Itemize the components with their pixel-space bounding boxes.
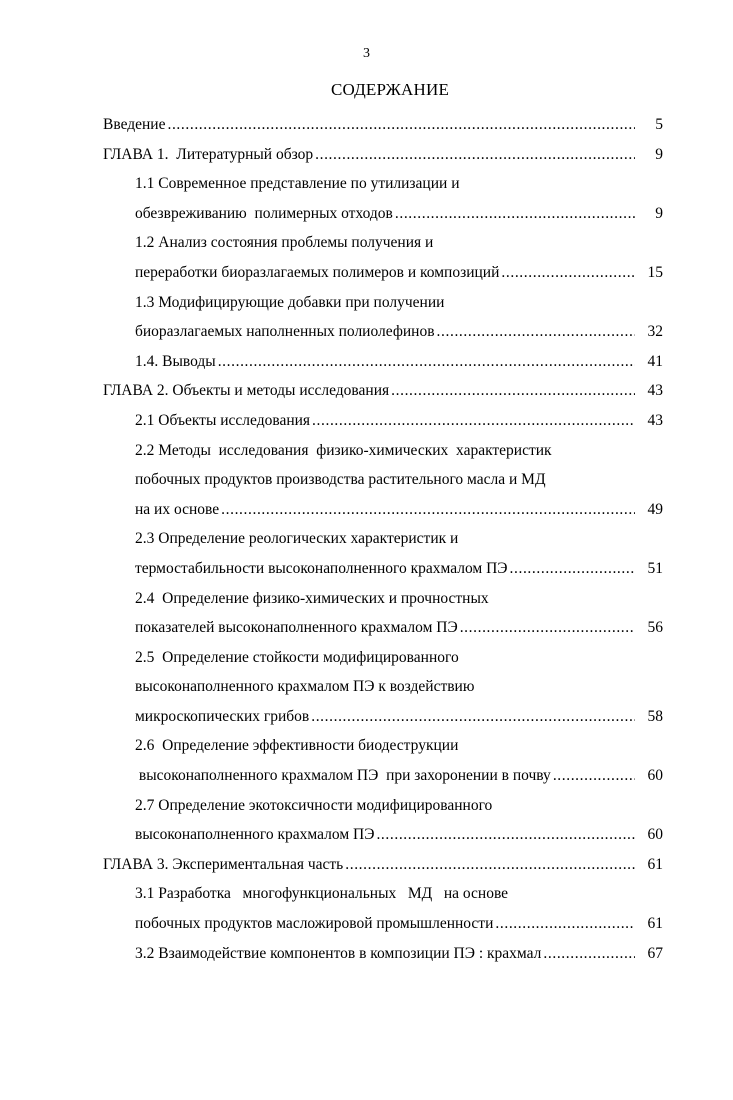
dot-leader: [376, 820, 635, 850]
dot-leader: [218, 347, 635, 377]
toc-entry-page: 67: [647, 944, 663, 962]
toc-entry-page: 51: [647, 559, 663, 577]
toc-entry-continuation: [103, 228, 663, 258]
toc-entry-title: переработки биоразлагаемых полимеров и композиций: [135, 263, 500, 281]
toc-entry: [103, 110, 663, 140]
toc-entry-page: 43: [647, 382, 663, 400]
toc-entry-page: 61: [647, 855, 663, 873]
toc-entry-title: 2.4 Определение физико-химических и прочностных: [135, 589, 489, 607]
toc-entry: [103, 820, 663, 850]
toc-entry-title: высоконаполненного крахмалом ПЭ к воздействию: [135, 678, 475, 696]
toc-entry: [103, 317, 663, 347]
toc-entry-continuation: [103, 672, 663, 702]
dot-leader: [495, 909, 635, 939]
toc-entry-title: термостабильности высоконаполненного крахмалом ПЭ: [135, 559, 508, 577]
toc-entry-page: 61: [647, 915, 663, 933]
toc-entry-continuation: [103, 879, 663, 909]
dot-leader: [391, 376, 635, 406]
toc-entry: [103, 939, 663, 969]
dot-leader: [315, 140, 635, 170]
toc-entry: [103, 495, 663, 525]
toc-entry-title: 3.1 Разработка многофункциональных МД на основе: [135, 885, 509, 903]
dot-leader: [553, 761, 635, 791]
toc-entry-page: 43: [647, 411, 663, 429]
toc-entry-title: микроскопических грибов: [135, 707, 310, 725]
dot-leader: [437, 317, 635, 347]
toc-entry-title: 1.2 Анализ состояния проблемы получения и: [135, 234, 434, 252]
toc-entry: [103, 554, 663, 584]
toc-entry-title: на их основе: [135, 500, 220, 518]
dot-leader: [501, 258, 635, 288]
toc-entry: [103, 761, 663, 791]
toc-entry: [103, 850, 663, 880]
toc-entry-page: 49: [647, 500, 663, 518]
toc-entry-title: 2.5 Определение стойкости модифицированного: [135, 648, 459, 666]
toc-entry-title: побочных продуктов производства растительного масла и МД: [135, 471, 546, 489]
toc-entry-page: 9: [655, 145, 663, 163]
toc-entry-continuation: [103, 731, 663, 761]
toc-entry-continuation: [103, 465, 663, 495]
toc-entry-title: ГЛАВА 3. Экспериментальная часть: [103, 855, 344, 873]
dot-leader: [460, 613, 635, 643]
toc-entry-page: 60: [647, 767, 663, 785]
toc-entry-title: обезвреживанию полимерных отходов: [135, 204, 393, 222]
toc-entry-title: 1.4. Выводы: [135, 352, 216, 370]
toc-entry-page: 32: [647, 323, 663, 341]
toc-entry-continuation: [103, 791, 663, 821]
dot-leader: [510, 554, 635, 584]
toc-entry-title: биоразлагаемых наполненных полиолефинов: [135, 323, 435, 341]
dot-leader: [221, 495, 635, 525]
toc-entry: [103, 347, 663, 377]
toc-entry-continuation: [103, 524, 663, 554]
toc-entry-title: ГЛАВА 2. Объекты и методы исследования: [103, 382, 390, 400]
dot-leader: [543, 939, 635, 969]
toc-entry-page: 58: [647, 707, 663, 725]
dot-leader: [311, 702, 635, 732]
dot-leader: [167, 110, 635, 140]
toc-entry-continuation: [103, 169, 663, 199]
dot-leader: [312, 406, 635, 436]
toc-entry-title: высоконаполненного крахмалом ПЭ при захоронении в почву: [135, 767, 551, 785]
toc-entry-title: показателей высоконаполненного крахмалом ПЭ: [135, 619, 458, 637]
toc-entry-title: 1.3 Модифицирующие добавки при получении: [135, 293, 445, 311]
toc-entry: [103, 613, 663, 643]
toc-title: СОДЕРЖАНИЕ: [330, 80, 450, 99]
toc-entry: [103, 376, 663, 406]
toc-entry-page: 9: [655, 204, 663, 222]
toc-entry: [103, 258, 663, 288]
toc-entry-page: 60: [647, 826, 663, 844]
toc-entry: [103, 199, 663, 229]
toc-entry: [103, 909, 663, 939]
toc-entry-title: 2.1 Объекты исследования: [135, 411, 311, 429]
toc-entry-title: высоконаполненного крахмалом ПЭ: [135, 826, 375, 844]
toc-entry-continuation: [103, 643, 663, 673]
dot-leader: [395, 199, 635, 229]
toc-entry-continuation: [103, 436, 663, 466]
toc-entry-title: 2.3 Определение реологических характеристик и: [135, 530, 459, 548]
toc-entry-title: ГЛАВА 1. Литературный обзор: [103, 145, 314, 163]
toc-entry-page: 41: [647, 352, 663, 370]
table-of-contents: [103, 110, 663, 968]
toc-entry-page: 56: [647, 619, 663, 637]
toc-entry-title: 2.6 Определение эффективности биодеструкции: [135, 737, 459, 755]
toc-entry-title: 3.2 Взаимодействие компонентов в композиции ПЭ : крахмал: [135, 944, 542, 962]
toc-entry-title: Введение: [103, 116, 166, 133]
page-number: 3: [363, 46, 370, 61]
toc-entry-title: 2.7 Определение экотоксичности модифицированного: [135, 796, 493, 814]
toc-entry: [103, 702, 663, 732]
toc-entry: [103, 406, 663, 436]
toc-entry-page: 15: [647, 263, 663, 281]
toc-entry-page: 5: [655, 116, 663, 133]
toc-entry-title: 2.2 Методы исследования физико-химических характеристик: [135, 441, 552, 459]
toc-entry: [103, 140, 663, 170]
toc-entry-continuation: [103, 288, 663, 318]
toc-entry-continuation: [103, 584, 663, 614]
dot-leader: [345, 850, 635, 880]
toc-entry-title: 1.1 Современное представление по утилизации и: [135, 175, 460, 193]
toc-entry-title: побочных продуктов масложировой промышленности: [135, 915, 494, 933]
